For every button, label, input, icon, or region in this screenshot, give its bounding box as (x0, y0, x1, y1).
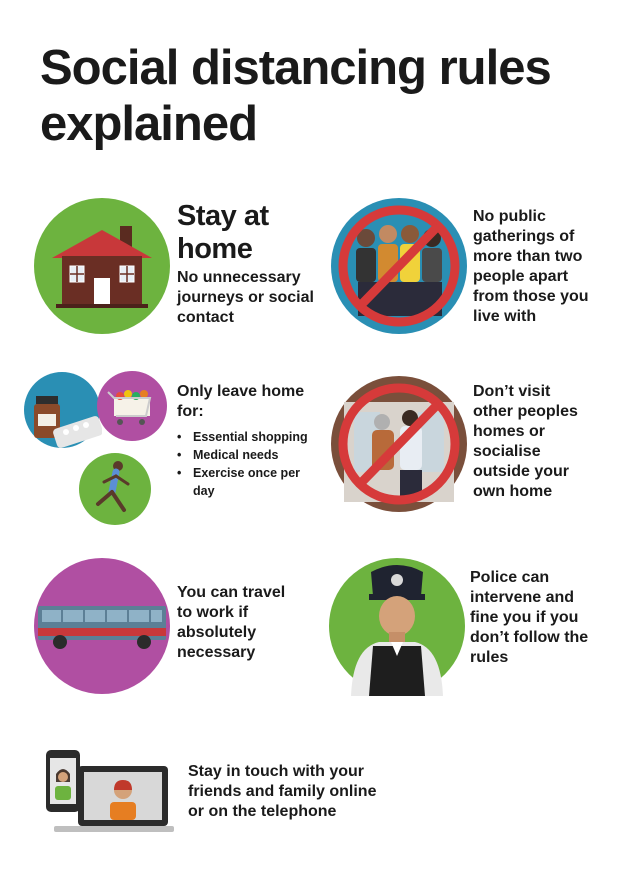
no-gatherings-text: No public gatherings of more than two people apart from those you live with (473, 208, 589, 325)
list-item: • Medical needs (177, 446, 317, 464)
shopping-cart-icon (96, 370, 168, 442)
page-title: Social distancing rules explained (40, 41, 551, 151)
bus-icon (32, 556, 172, 696)
leave-home-text (177, 382, 317, 500)
no-visit-icon (330, 374, 468, 514)
stay-home-heading: Stay at home (177, 200, 269, 265)
medicine-icon (22, 370, 102, 450)
leave-home-heading: Only leave home for: (177, 383, 305, 420)
police-text: Police can intervene and fine you if you don’t follow the rules (470, 569, 589, 666)
list-item: • Essential shopping (177, 428, 317, 446)
leave-home-list (177, 428, 317, 500)
stay-home-text (177, 200, 317, 328)
travel-work-text: You can travel to work if absolutely necessary (177, 584, 286, 661)
stay-in-touch-text: Stay in touch with your friends and family online or on the telephone (188, 763, 377, 820)
runner-icon (78, 452, 152, 526)
house-icon (32, 196, 172, 336)
stay-home-body: No unnecessary journeys or social contact (177, 269, 314, 326)
no-gathering-icon (330, 196, 468, 336)
devices-video-call-icon (44, 746, 180, 836)
police-officer-icon (327, 556, 467, 696)
no-visits-text: Don’t visit other peoples homes or socialise outside your own home (473, 383, 578, 500)
list-item: • Exercise once per day (177, 464, 317, 500)
